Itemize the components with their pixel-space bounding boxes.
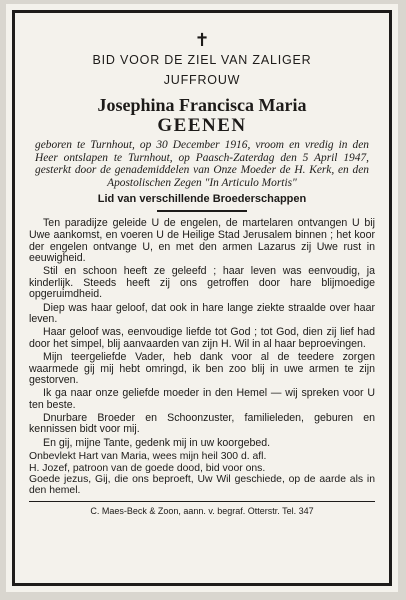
heading-prayer: BID VOOR DE ZIEL VAN ZALIGER xyxy=(92,53,312,67)
memorial-card xyxy=(6,4,398,592)
closing-line: Goede jezus, Gij, die ons beproeft, Uw Wil geschiede, op de aarde als in den hemel. xyxy=(29,473,375,497)
closing-line: H. Jozef, patroon van de goede dood, bid voor ons. xyxy=(29,462,266,474)
paragraph: Ik ga naar onze geliefde moeder in den Hemel — wij spreken voor U ten beste. xyxy=(29,387,375,411)
surname: GEENEN xyxy=(157,115,247,136)
heading-title: JUFFROUW xyxy=(163,73,241,87)
intro-text: geboren te Turnhout, op 30 December 1916, vroom en vredig in den Heer ontslapen te Turnhout, op Paasch-Zaterdag den 5 April 1947, gesterkt door de genademiddelen van Onze Moeder de H. Kerk, en den Apostolischen Zegen "In Articulo Mortis" xyxy=(35,139,369,189)
closing-line: Onbevlekt Hart van Maria, wees mijn heil 300 d. afl. xyxy=(29,451,267,463)
membership-line: Lid van verschillende Broederschappen xyxy=(97,193,307,206)
card-content xyxy=(29,27,375,571)
card-border xyxy=(12,10,392,586)
paragraph: En gij, mijne Tante, gedenk mij in uw koorgebed. xyxy=(43,436,271,449)
printer-credit: C. Maes-Beck & Zoon, aann. v. begraf. Otterstr. Tel. 347 xyxy=(90,505,314,516)
footer-divider xyxy=(29,501,375,502)
paragraph: Haar geloof was, eenvoudige liefde tot God ; tot God, dien zij lief had door het simpel, blij aanvaarden van zijn H. Wil in al haar beproevingen. xyxy=(29,326,375,350)
prayer-body xyxy=(29,218,375,449)
paragraph: Ten paradijze geleide U de engelen, de martelaren ontvangen U bij Uwe aankomst, en voeren U de Heilige Stad Jerusalem binnen ; het koor der engelen ontvange U, en met den armen Lazarus zij Uwe rust in eeuwigheid. xyxy=(29,217,375,265)
paragraph: Stil en schoon heeft ze geleefd ; haar leven was eenvoudig, ja kinderlijk. Steeds heeft zij ons getroffen door hare blijmoedige opgeruimdheid. xyxy=(29,265,375,301)
closing-prayers xyxy=(29,451,375,497)
divider xyxy=(157,210,247,212)
paragraph: Mijn teergeliefde Vader, heb dank voor al de teedere zorgen waarmede gij mij hebt omringd, ik ben zoo blij in uwe armen te zijn gestorven. xyxy=(29,350,375,387)
cross-icon: ✝ xyxy=(194,30,210,50)
paragraph: Diep was haar geloof, dat ook in hare lange ziekte straalde over haar leven. xyxy=(29,301,375,326)
paragraph: Dnurbare Broeder en Schoonzuster, familieleden, geburen en kennissen bidt voor mij. xyxy=(29,411,375,436)
given-names: Josephina Francisca Maria xyxy=(97,95,307,115)
